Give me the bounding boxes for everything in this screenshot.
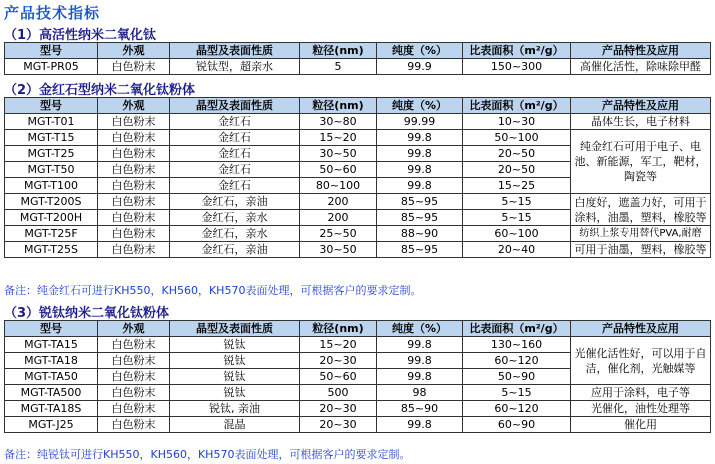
- column-header: 产品特性及应用: [571, 43, 711, 59]
- table-row: [5, 194, 711, 210]
- table-cell: 白色粉末: [98, 385, 170, 401]
- table-cell: 99.8: [377, 162, 463, 178]
- application-cell: 白度好，遮盖力好，可用于涂料，油墨，塑料，橡胶等: [571, 194, 711, 226]
- table-cell: 5~15: [463, 210, 571, 226]
- table-cell: 130~160: [463, 337, 571, 353]
- table-cell: 500: [300, 385, 377, 401]
- application-cell: 纺织上浆专用替代PVA,耐磨: [571, 226, 711, 242]
- spec-table-1: [4, 42, 711, 75]
- application-cell: 催化用: [571, 417, 711, 433]
- column-header: 粒径(nm): [300, 43, 377, 59]
- table-row: [5, 242, 711, 258]
- table-cell: 88~90: [377, 226, 463, 242]
- table-cell: 15~25: [463, 178, 571, 194]
- application-cell: 晶体生长，电子材料: [571, 114, 711, 130]
- table-cell: MGT-T200H: [5, 210, 98, 226]
- table-cell: 85~95: [377, 242, 463, 258]
- column-header: 比表面积（m²/g）: [463, 43, 571, 59]
- table-cell: 金红石，亲油: [170, 242, 300, 258]
- column-header: 比表面积（m²/g）: [463, 98, 571, 114]
- table-cell: 60~100: [463, 226, 571, 242]
- table-cell: 白色粉末: [98, 242, 170, 258]
- table-cell: 锐钛型，超亲水: [170, 59, 300, 75]
- table-cell: 金红石: [170, 146, 300, 162]
- table-cell: MGT-J25: [5, 417, 98, 433]
- table-cell: 白色粉末: [98, 59, 170, 75]
- page-title: 产品技术指标: [4, 4, 101, 22]
- table-cell: 85~90: [377, 401, 463, 417]
- table-cell: MGT-T50: [5, 162, 98, 178]
- table-cell: MGT-T25F: [5, 226, 98, 242]
- table-cell: 金红石: [170, 114, 300, 130]
- table-cell: 20~30: [300, 353, 377, 369]
- column-header: 比表面积（m²/g）: [463, 321, 571, 337]
- column-header: 产品特性及应用: [571, 321, 711, 337]
- table-cell: 60~90: [463, 417, 571, 433]
- table-cell: 金红石，亲水: [170, 210, 300, 226]
- column-header: 粒径(nm): [300, 98, 377, 114]
- table-cell: 85~95: [377, 210, 463, 226]
- table-cell: 20~40: [463, 242, 571, 258]
- column-header: 纯度（%）: [377, 321, 463, 337]
- section-heading-1: （1）高活性纳米二氧化钛: [4, 28, 157, 43]
- table-row: [5, 130, 711, 146]
- table-cell: 200: [300, 194, 377, 210]
- table-cell: 白色粉末: [98, 417, 170, 433]
- table-cell: 20~30: [300, 417, 377, 433]
- table-cell: 金红石: [170, 130, 300, 146]
- table-cell: 20~50: [463, 162, 571, 178]
- table-cell: 锐钛: [170, 337, 300, 353]
- table-cell: 50~100: [463, 130, 571, 146]
- note-text-2: 备注：纯金红石可进行KH550，KH560，KH570表面处理，可根据客户的要求定制。: [4, 284, 422, 297]
- table-cell: 15~20: [300, 337, 377, 353]
- table-row: [5, 59, 711, 75]
- table-cell: 金红石: [170, 162, 300, 178]
- table-cell: 20~50: [463, 146, 571, 162]
- table-cell: 白色粉末: [98, 130, 170, 146]
- table-cell: 锐钛: [170, 353, 300, 369]
- table-cell: MGT-T25S: [5, 242, 98, 258]
- table-cell: 10~30: [463, 114, 571, 130]
- table-cell: 5~15: [463, 385, 571, 401]
- table-cell: 20~30: [300, 401, 377, 417]
- table-cell: MGT-TA18S: [5, 401, 98, 417]
- table-header-row: [5, 98, 711, 114]
- table-header-row: [5, 43, 711, 59]
- table-cell: 白色粉末: [98, 210, 170, 226]
- table-cell: 金红石，亲水: [170, 226, 300, 242]
- table-cell: 锐钛, 亲油: [170, 401, 300, 417]
- table-cell: 白色粉末: [98, 401, 170, 417]
- table-cell: MGT-T25: [5, 146, 98, 162]
- table-cell: MGT-T100: [5, 178, 98, 194]
- column-header: 产品特性及应用: [571, 98, 711, 114]
- table-row: [5, 401, 711, 417]
- application-cell: 纯金红石可用于电子、电池、新能源，军工，靶材，陶瓷等: [571, 130, 711, 194]
- application-cell: 可用于油墨，塑料，橡胶等: [571, 242, 711, 258]
- table-cell: 白色粉末: [98, 226, 170, 242]
- table-cell: 99.99: [377, 114, 463, 130]
- table-cell: 混晶: [170, 417, 300, 433]
- table-cell: MGT-PR05: [5, 59, 98, 75]
- column-header: 型号: [5, 98, 98, 114]
- column-header: 粒径(nm): [300, 321, 377, 337]
- note-text-3: 备注：纯锐钛可进行KH550，KH560，KH570表面处理，可根据客户的要求定制。: [4, 448, 411, 461]
- table-cell: 99.8: [377, 417, 463, 433]
- table-cell: 5~15: [463, 194, 571, 210]
- table-cell: 25~50: [300, 226, 377, 242]
- column-header: 外观: [98, 321, 170, 337]
- table-cell: MGT-T15: [5, 130, 98, 146]
- table-row: [5, 114, 711, 130]
- table-row: [5, 385, 711, 401]
- table-cell: MGT-TA18: [5, 353, 98, 369]
- table-cell: MGT-T200S: [5, 194, 98, 210]
- application-cell: 应用于涂料，电子等: [571, 385, 711, 401]
- table-cell: 白色粉末: [98, 194, 170, 210]
- section-heading-3: （3）锐钛纳米二氧化钛粉体: [4, 306, 170, 321]
- table-cell: 99.8: [377, 146, 463, 162]
- column-header: 晶型及表面性质: [170, 321, 300, 337]
- section-heading-2: （2）金红石型纳米二氧化钛粉体: [4, 83, 196, 98]
- column-header: 纯度（%）: [377, 43, 463, 59]
- table-cell: 锐钛: [170, 385, 300, 401]
- table-cell: 99.9: [377, 59, 463, 75]
- table-cell: 30~50: [300, 242, 377, 258]
- table-cell: 50~60: [300, 369, 377, 385]
- table-cell: 白色粉末: [98, 162, 170, 178]
- column-header: 外观: [98, 98, 170, 114]
- column-header: 纯度（%）: [377, 98, 463, 114]
- table-cell: MGT-TA50: [5, 369, 98, 385]
- table-cell: 30~50: [300, 146, 377, 162]
- table-cell: 50~90: [463, 369, 571, 385]
- table-cell: MGT-TA15: [5, 337, 98, 353]
- table-cell: 15~20: [300, 130, 377, 146]
- table-cell: 80~100: [300, 178, 377, 194]
- column-header: 晶型及表面性质: [170, 98, 300, 114]
- table-cell: 白色粉末: [98, 369, 170, 385]
- table-cell: 99.8: [377, 337, 463, 353]
- table-cell: 白色粉末: [98, 337, 170, 353]
- application-cell: 光催化，油性处理等: [571, 401, 711, 417]
- table-row: [5, 417, 711, 433]
- table-cell: 60~120: [463, 353, 571, 369]
- table-cell: 金红石: [170, 178, 300, 194]
- table-cell: 99.8: [377, 178, 463, 194]
- table-cell: 200: [300, 210, 377, 226]
- table-cell: 99.8: [377, 130, 463, 146]
- table-cell: 白色粉末: [98, 178, 170, 194]
- table-cell: 99.8: [377, 353, 463, 369]
- table-cell: 金红石，亲油: [170, 194, 300, 210]
- table-cell: 白色粉末: [98, 353, 170, 369]
- table-cell: 98: [377, 385, 463, 401]
- table-cell: 白色粉末: [98, 146, 170, 162]
- table-cell: 高催化活性，除味除甲醛: [571, 59, 711, 75]
- table-cell: 锐钛: [170, 369, 300, 385]
- table-row: [5, 337, 711, 353]
- column-header: 型号: [5, 43, 98, 59]
- table-header-row: [5, 321, 711, 337]
- table-cell: 60~120: [463, 401, 571, 417]
- table-row: [5, 226, 711, 242]
- table-cell: 99.8: [377, 369, 463, 385]
- application-cell: 光催化活性好，可以用于自洁，催化剂，光触媒等: [571, 337, 711, 385]
- table-cell: 5: [300, 59, 377, 75]
- column-header: 型号: [5, 321, 98, 337]
- table-cell: MGT-TA500: [5, 385, 98, 401]
- column-header: 外观: [98, 43, 170, 59]
- spec-table-3: [4, 320, 711, 433]
- table-cell: 50~60: [300, 162, 377, 178]
- table-cell: 白色粉末: [98, 114, 170, 130]
- table-cell: 150~300: [463, 59, 571, 75]
- spec-table-2: [4, 97, 711, 258]
- table-cell: MGT-T01: [5, 114, 98, 130]
- table-cell: 85~95: [377, 194, 463, 210]
- table-cell: 30~80: [300, 114, 377, 130]
- column-header: 晶型及表面性质: [170, 43, 300, 59]
